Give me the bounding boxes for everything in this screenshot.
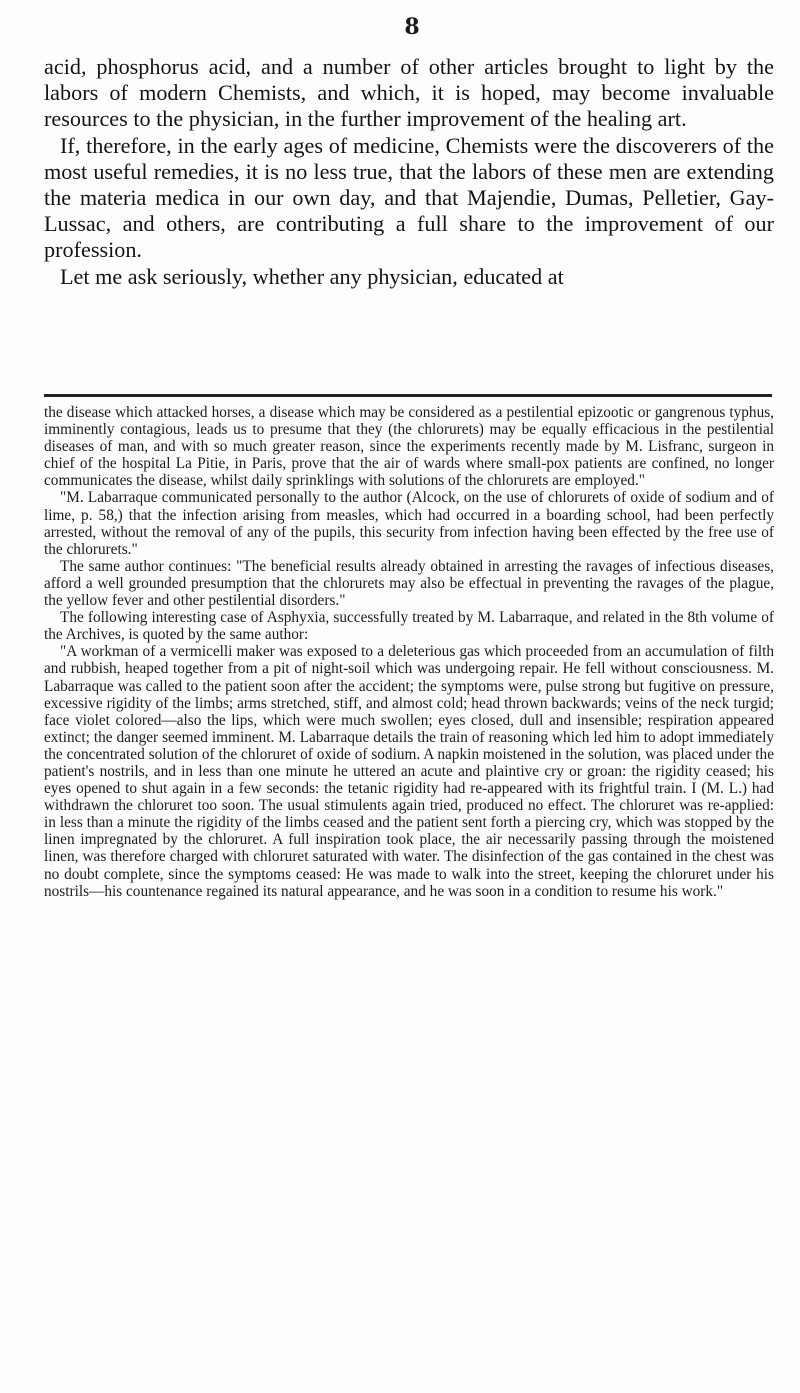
footnote-paragraph: The following interesting case of Asphyxia, successfully treated by M. Labarraque, and related in the 8th volume of the Archives, is quoted by the same author: xyxy=(44,609,774,644)
page-number: 8 xyxy=(404,14,420,40)
main-text xyxy=(44,54,774,290)
footnote-paragraph: the disease which attacked horses, a disease which may be considered as a pestilential epizootic or gangrenous typhus, imminently contagious, leads us to presume that they (the chlorurets) may be equally efficacious in the pestilential diseases of man, and with so much greater reason, since the experiments recently made by M. Lisfranc, surgeon in chief of the hospital La Pitie, in Paris, prove that the air of wards where small-pox patients are confined, no longer communicates the disease, whilst daily sprinklings with solutions of the chlorurets are employed." xyxy=(44,404,774,490)
footnote xyxy=(44,404,774,900)
main-paragraph: acid, phosphorus acid, and a number of other articles brought to light by the labors of modern Chemists, and which, it is hoped, may become invaluable resources to the physician, in the further improvement of the healing art. xyxy=(44,54,774,132)
main-paragraph: If, therefore, in the early ages of medicine, Chemists were the discoverers of the most useful remedies, it is no less true, that the labors of these men are extending the materia medica in our own day, and that Majendie, Dumas, Pelletier, Gay-Lussac, and others, are contributing a full share to the improvement of our profession. xyxy=(44,132,774,263)
footnote-paragraph: "A workman of a vermicelli maker was exposed to a deleterious gas which proceeded from an accumulation of filth and rubbish, heaped together from a pit of night-soil which was undergoing repair. He fell without consciousness. M. Labarraque was called to the patient soon after the accident; the symptoms were, pulse strong but fugitive on pressure, excessive rigidity of the limbs; arms stretched, stiff, and almost cold; head thrown backwards; veins of the neck turgid; face violet colored—also the lips, which were much swollen; eyes closed, dull and insensible; respiration appeared extinct; the danger seemed imminent. M. Labarraque details the train of reasoning which led him to adopt immediately the concentrated solution of the chloruret of oxide of sodium. A napkin moistened in the solution, was placed under the patient's nostrils, and in less than one minute he uttered an acute and plaintive cry or groan: the rigidity ceased; his eyes opened to shut again in a few seconds: the tetanic rigidity had re-appeared with its frightful train. I (M. L.) had withdrawn the chloruret too soon. The usual stimulents again tried, produced no effect. The chloruret was re-applied: in less than a minute the rigidity of the limbs ceased and the patient sent forth a piercing cry, which was stopped by the linen impregnated by the chloruret. A full inspiration took place, the air necessarily passing through the moistened linen, was therefore charged with chloruret saturated with water. The disinfection of the gas contained in the chest was no doubt complete, since the symptoms ceased: He was made to walk into the street, keeping the chloruret under his nostrils—his countenance regained its natural appearance, and he was soon in a condition to resume his work." xyxy=(44,643,774,900)
footnote-paragraph: "M. Labarraque communicated personally to the author (Alcock, on the use of chlorurets of oxide of sodium and of lime, p. 58,) that the infection arising from measles, which had occurred in a boarding school, had been perfectly arrested, without the removal of any of the pupils, this security from infection having been effected by the free use of the chlorurets." xyxy=(44,489,774,558)
footnote-paragraph: The same author continues: "The beneficial results already obtained in arresting the ravages of infectious diseases, afford a well grounded presumption that the chlorurets may also be effectual in preventing the ravages of the plague, the yellow fever and other pestilential disorders." xyxy=(44,557,774,610)
main-paragraph: Let me ask seriously, whether any physician, educated at xyxy=(60,263,564,289)
footnote-divider xyxy=(44,394,772,397)
